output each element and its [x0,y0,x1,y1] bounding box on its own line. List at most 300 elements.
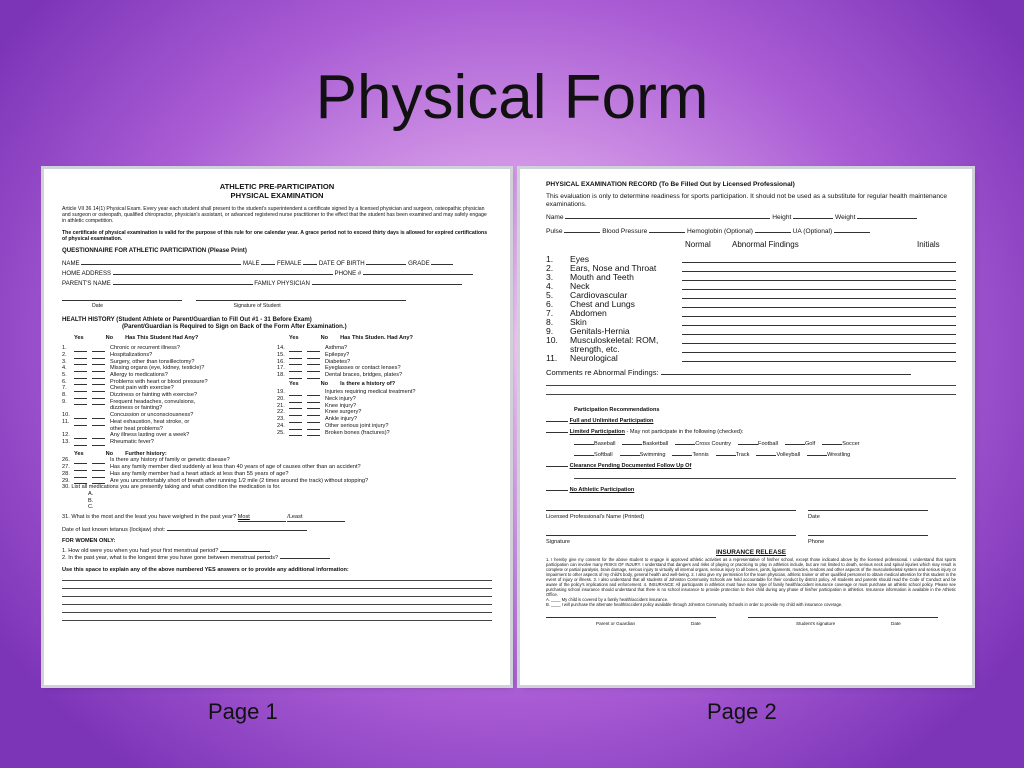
no-answer-blank[interactable] [307,397,320,403]
sport-check-blank[interactable] [716,455,736,456]
question-row [277,389,492,396]
question-text: Chronic or recurrent illness? [110,345,180,352]
exam-number: 10. [546,335,558,345]
question-number: 5. [62,371,67,378]
rec-clearance-row [546,463,956,470]
yes-answer-blank[interactable] [289,430,302,436]
question-row [277,409,492,416]
women-question-2 [62,555,492,562]
sport-check-blank[interactable] [738,444,758,445]
exam-number: 11. [546,353,558,363]
questions-right-column [277,335,492,445]
yes-answer-blank[interactable] [74,472,87,478]
insurance-release-title: INSURANCE RELEASE [716,549,786,557]
question-text: Problems with heart or blood pressure? [110,378,208,385]
left-question-header: Has This Student Had Any? [125,335,199,342]
question-text: Injuries requiring medical treatment? [325,389,416,396]
clearance-label: Clearance Pending Documented Follow Up Of [569,463,692,470]
exam-findings-line[interactable] [682,255,956,263]
sport-option[interactable] [574,452,613,459]
sport-label: Football [758,440,778,447]
exam-number: 2. [546,263,554,273]
grade-label: GRADE [408,259,430,267]
explain-label: Use this space to explain any of the above numbered YES answers or to provide any additional information: [62,566,349,573]
weight-label: Weight [835,214,856,221]
question-text: Knee injury? [325,402,357,409]
sport-label: Track [735,451,750,458]
sport-check-blank[interactable] [574,455,594,456]
exam-row [546,309,956,318]
pulse-label: Pulse [546,228,563,235]
tetanus-label: Date of last known tetanus (lockjaw) shot: [62,526,166,533]
exam-label: Chest and Lungs [570,299,635,309]
question-text: Hospitalizations? [110,351,153,358]
health-history-subtitle: (Parent/Guardian is Required to Sign on Back of the Form After Examination.) [122,323,347,331]
question-number: 26. [62,457,70,464]
question-number: 21. [277,402,285,409]
question-number: 12. [62,432,70,439]
sport-option[interactable] [672,452,708,459]
female-field[interactable] [303,264,317,265]
prof-signature-field[interactable] [546,535,796,536]
no-answer-blank[interactable] [307,373,320,379]
question-number: 10. [62,412,70,419]
parents-row [62,280,492,287]
exam-name-label: Name [546,214,564,221]
insurance-release-text: 1. I hereby give my consent for the above student to engage in approved athletic activities as a representative of his/her school, except those indicated above by the licensed professional. I understand that sports participation can involve many RISKS OF INJURY. I understand that dangers and risks of playing or practicing to play in athletics include, but are not limited to death, serious neck and spinal injuries which may result in complete or partial paralysis, brain damage, serious injury to virtually all internal organs, serious injury to all bones, joints, ligaments, muscles, tendons and other aspects of the musculoskeletal system and serious injury or impairment to other aspects of my child's body, general health and well-being. 2. I also give my permission for the team physician, athletic trainer or other qualified personnel to obtain medical attention for this student in the event of injury or illness. 3. I also understand that all students of Johnston Community Schools are held accountable for their conduct by district policy. All students and parents should read the Code of Conduct and be aware of the policy's implications and enforcement. 4. INSURANCE: All participants in athletics must have some type of family health/accident insurance coverage or must purchase an athletic school policy. Please see purchasing school insurance should understand that there is no school insurance to provide protection to their child during any phase of his/her participation in athletics. Insurance information is available in the Athletic Office. [546,557,956,598]
yes-answer-blank[interactable] [74,393,87,399]
sport-check-blank[interactable] [807,455,827,456]
yes-answer-blank[interactable] [74,413,87,419]
prof-date-label: Date [808,514,820,521]
question-text: Frequent headaches, convulsions, [110,398,196,405]
sport-label: Golf [804,440,816,447]
no-answer-blank[interactable] [307,353,320,359]
question-text: Dizziness or fainting with exercise? [110,392,198,399]
exam-findings-line[interactable] [682,273,956,281]
women-answer-2[interactable] [280,558,330,559]
grade-field[interactable] [431,264,453,265]
student-signature-label: Student's signature [796,621,836,627]
exam-findings-line[interactable] [682,318,956,326]
sport-option[interactable] [716,452,750,459]
comments-line-3[interactable] [546,386,956,395]
yes-header: Yes [74,335,84,342]
yes-answer-blank[interactable] [74,373,87,379]
comments-line-2[interactable] [546,377,956,386]
prof-phone-field[interactable] [808,535,928,536]
no-answer-blank[interactable] [92,346,105,352]
question-number: 3. [62,358,67,365]
sport-check-blank[interactable] [785,444,805,445]
questions-left-column [62,335,277,445]
phone-label: PHONE # [334,270,362,277]
no-participation-label: No Athletic Participation [569,487,635,494]
height-label: Height [772,214,792,221]
student-signature-field-2[interactable] [748,617,938,618]
no-answer-blank[interactable] [92,373,105,379]
clearance-check[interactable] [546,466,568,467]
rec-none-row [546,487,956,494]
sport-option[interactable] [738,441,778,448]
parents-field[interactable] [113,284,253,285]
no-answer-blank[interactable] [92,353,105,359]
sports-row-1 [546,441,956,448]
no-answer-blank[interactable] [92,472,105,478]
exam-label: Cardiovascular [570,290,628,300]
yes-answer-blank[interactable] [74,440,87,446]
women-question-1 [62,548,492,555]
exam-findings-line[interactable] [682,345,956,353]
insurance-option-b: B. ____ I will purchase the alternate health/accident policy available through Johnston Community Schools in order to provide my child with insurance coverage. [546,602,843,608]
question-30: 30. List all medications you are presently taking and what condition the medication is for. [62,484,281,491]
no-answer-blank[interactable] [92,440,105,446]
exam-row [546,273,956,282]
sport-option[interactable] [675,441,731,448]
question-text: Neck injury? [325,396,356,403]
right-column-header [277,335,492,342]
question-number: 23. [277,416,285,423]
question-row [62,432,277,439]
page1-validity: The certificate of physical examination is valid for the purpose of this rule for one calendar year. A grace period not to exceed thirty days is allowed for expired certifications of physical examination. [62,230,488,243]
question-number: 9. [62,398,67,405]
no-header: No [320,380,329,387]
no-answer-blank[interactable] [307,424,320,430]
question-text: Missing organs (eye, kidney, testicle)? [110,365,205,372]
question-text: Are you uncomfortably short of breath after running 1/2 mile (2 times around the track) without stopping? [110,477,369,484]
question-31-text: 31. What is the most and the least you have weighed in the past year? [62,514,237,521]
exam-label: Musculoskeletal: ROM, [570,335,659,345]
limited-participation-text: - May not participate in the following (checked): [626,429,744,436]
yes-answer-blank[interactable] [74,420,87,426]
yes-answer-blank[interactable] [289,397,302,403]
sport-check-blank[interactable] [672,455,692,456]
rec-limited-row [546,429,956,436]
clearance-line[interactable] [574,470,956,479]
phone-field[interactable] [363,274,473,275]
question-number: 28. [62,470,70,477]
prof-name-label: Licensed Professional's Name (Printed) [546,514,645,521]
yes-answer-blank[interactable] [289,346,302,352]
sport-option[interactable] [807,452,850,459]
exam-row [546,354,956,363]
exam-label: strength, etc. [570,344,620,354]
student-signature-field[interactable] [196,300,406,301]
sport-label: Basketball [642,440,669,447]
yes-answer-blank[interactable] [289,417,302,423]
right-column-header-2 [277,381,492,388]
right-question-list-1 [277,345,492,379]
vitals-row [546,228,956,236]
address-field[interactable] [113,274,333,275]
yes-answer-blank[interactable] [289,373,302,379]
recommendations-title: Participation Recommendations [574,407,660,413]
question-text: Asthma? [325,345,348,352]
question-number: 29. [62,477,70,484]
exam-findings-line[interactable] [682,309,956,317]
blood-pressure-field[interactable] [649,232,685,233]
question-text: Other serious joint injury? [325,422,389,429]
page1-intro: Article VII 36 14(1) Physical Exam. Every year each student shall present to the student's superintendent a certificate signed by a licensed physician and surgeon, osteopathic physician and surgeon or osteopath, qualified chiropractor, physician's assistant, or advanced registered nurse practitioner to the effect that the student has been examined and may safely engage in athletic competition. [62,206,487,225]
release-signature-lines [546,613,956,621]
dob-field[interactable] [366,264,406,265]
question-row [277,403,492,410]
signature-caption: Signature of Student [233,303,281,310]
dob-label: DATE OF BIRTH [318,259,365,267]
male-field[interactable] [261,264,275,265]
question-number: 14. [277,345,285,352]
exam-number: 3. [546,272,554,282]
question-row [62,359,277,366]
least-weight-field[interactable]: /Least [287,514,345,522]
question-row [62,365,277,372]
form-page-2 [520,169,972,685]
prof-date-field[interactable] [808,510,928,511]
question-text: Rheumatic fever? [110,438,154,445]
question-text: Broken bones (fractures)? [325,429,390,436]
left-column-header [62,335,277,342]
question-row [277,416,492,423]
women-answer-1[interactable] [220,551,270,552]
exam-label: Neurological [570,353,618,363]
question-row [62,399,277,406]
abnormal-column-header: Abnormal Findings [732,240,799,249]
exam-findings-line[interactable] [682,327,956,335]
exam-findings-line[interactable] [682,336,956,344]
no-answer-blank[interactable] [92,413,105,419]
exam-name-field[interactable] [565,218,770,219]
parents-label: PARENT'S NAME [62,280,111,288]
question-text: Surgery, other than tonsillectomy? [110,358,195,365]
limited-participation-check[interactable] [546,432,568,433]
sport-option[interactable] [756,452,800,459]
signature-label: Signature [546,539,570,546]
question-text: Dental braces, bridges, plates? [325,371,403,378]
sport-option[interactable] [622,441,668,448]
exam-label: Mouth and Teeth [570,272,634,282]
sport-label: Cross Country [695,440,732,447]
history-question-header: Is there a history of? [340,380,396,387]
exam-number: 4. [546,281,554,291]
sport-check-blank[interactable] [822,444,842,445]
question-row [62,419,277,426]
yes-header: Yes [289,335,299,342]
question-number: 19. [277,389,285,396]
question-number: 18. [277,371,285,378]
parent-signature-label: Parent or Guardian [596,621,636,627]
sport-label: Swimming [639,451,666,458]
question-row [277,396,492,403]
exam-label: Genitals-Hernia [570,326,630,336]
health-history-title: HEALTH HISTORY (Student Athlete or Parent/Guardian to Fill Out #1 - 31 Before Exam) [62,315,312,323]
hemoglobin-field[interactable] [755,232,791,233]
ua-label: UA (Optional) [792,228,833,235]
question-row [62,392,277,399]
exam-label: Abdomen [570,308,607,318]
question-number: 11. [62,418,70,425]
sport-check-blank[interactable] [756,455,776,456]
medication-c: C. [88,504,94,511]
full-participation-check[interactable] [546,421,568,422]
question-number: 2. [62,351,67,358]
tetanus-row [62,527,492,534]
page2-content [546,181,956,627]
sport-option[interactable] [822,441,859,448]
explain-lines[interactable] [62,573,492,621]
ua-field[interactable] [834,232,870,233]
question-row [62,372,277,379]
question-text: Heat exhaustion, heat stroke, or [110,418,190,425]
sport-option[interactable] [620,452,666,459]
release-signature-labels [546,621,956,627]
exam-label: Neck [570,281,590,291]
questionnaire-title: QUESTIONNAIRE FOR ATHLETIC PARTICIPATION (Please Print) [62,247,247,255]
height-field[interactable] [793,218,833,219]
exam-number: 7. [546,308,554,318]
women-only-header: FOR WOMEN ONLY: [62,538,116,545]
parent-signature-field[interactable] [546,617,716,618]
exam-findings-line[interactable] [682,354,956,362]
yes-answer-blank[interactable] [74,353,87,359]
exam-record-title: PHYSICAL EXAMINATION RECORD (To Be Filled Out by Licensed Professional) [546,181,795,188]
name-height-weight-row [546,214,956,222]
most-weight-field[interactable]: Most [238,514,286,522]
question-row [62,464,492,471]
no-answer-blank[interactable] [92,465,105,471]
yes-answer-blank[interactable] [74,346,87,352]
page1-content [62,183,492,621]
sport-label: Softball [594,451,613,458]
address-label: HOME ADDRESS [62,270,112,277]
no-answer-blank[interactable] [92,393,105,399]
exam-number: 1. [546,254,554,264]
further-history-header [62,451,492,458]
yes-header: Yes [289,380,299,387]
exam-number: 8. [546,317,554,327]
question-text: other heat problems? [110,425,163,432]
exam-findings-line[interactable] [682,264,956,272]
signature-line-labels [546,539,956,547]
question-row [62,405,277,412]
question-text: Has any family member had a heart attack at less than 55 years of age? [110,470,289,477]
no-answer-blank[interactable] [92,420,105,426]
physician-label: FAMILY PHYSICIAN [254,280,310,288]
sport-check-blank[interactable] [675,444,695,445]
yes-answer-blank[interactable] [289,353,302,359]
health-questions [62,335,492,445]
prof-name-field[interactable] [546,510,796,511]
question-number: 8. [62,392,67,399]
yes-answer-blank[interactable] [289,424,302,430]
yes-answer-blank[interactable] [74,465,87,471]
sport-option[interactable] [574,441,615,448]
hemoglobin-label: Hemoglobin (Optional) [686,228,753,235]
exam-label: Skin [570,317,587,327]
pulse-field[interactable] [564,232,600,233]
student-sign-row [62,296,492,303]
physician-field[interactable] [312,284,462,285]
exam-label: Ears, Nose and Throat [570,263,657,273]
prof-line-labels [546,514,956,522]
sport-option[interactable] [785,441,815,448]
right-question-header: Has This Studen. Had Any? [340,335,413,342]
form-page-1 [44,169,510,685]
no-header: No [105,450,114,457]
insurance-option-a: A. ____ My child is covered by a family health/accident insurance. [546,597,669,603]
caption-page-1: Page 1 [208,699,278,724]
name-row [62,260,492,267]
question-row [277,372,492,379]
question-number: 25. [277,429,285,436]
no-answer-blank[interactable] [307,417,320,423]
question-row [62,439,277,446]
question-text: Has any family member died suddenly at less than 40 years of age of causes other than an accident? [110,464,361,471]
women-question-2-text: 2. In the past year, what is the longest time you have gone between menstrual periods? [62,554,279,561]
question-row [277,423,492,430]
exam-number: 5. [546,290,554,300]
question-row [62,457,492,464]
question-row [62,385,277,392]
caption-page-2: Page 2 [707,699,777,724]
question-number: 13. [62,438,70,445]
student-date-field[interactable] [62,300,182,301]
exam-findings-line[interactable] [682,282,956,290]
exam-row [546,300,956,309]
sport-check-blank[interactable] [620,455,640,456]
full-participation-label: Full and Unlimited Participation [569,418,654,425]
no-answer-blank[interactable] [307,346,320,352]
question-text: Epilepsy? [325,351,350,358]
weight-field[interactable] [857,218,917,219]
question-text: Ankle injury? [325,416,358,423]
comments-field[interactable] [661,374,911,375]
question-number: 24. [277,422,285,429]
exam-number: 6. [546,299,554,309]
question-number: 22. [277,409,285,416]
date-caption: Date [92,303,103,310]
question-number: 6. [62,378,67,385]
question-text: dizziness or fainting? [110,405,163,412]
question-row [277,345,492,352]
name-field[interactable] [81,264,241,265]
exam-findings-line[interactable] [682,300,956,308]
tetanus-field[interactable] [167,530,307,531]
signature-line [546,531,956,539]
question-row [62,412,277,419]
comments-row [546,369,956,377]
question-text: Knee surgery? [325,409,362,416]
question-text: Allergy to medications? [110,371,168,378]
student-sign-labels [62,303,492,310]
no-answer-blank[interactable] [307,430,320,436]
sport-check-blank[interactable] [622,444,642,445]
address-row [62,270,492,277]
sports-row-2 [546,452,956,459]
no-participation-check[interactable] [546,490,568,491]
female-label: FEMALE [277,259,302,267]
exam-label: Eyes [570,254,590,264]
question-text: Diabetes? [325,358,351,365]
exam-number: 9. [546,326,554,336]
exam-column-headers [546,241,956,255]
question-number: 16. [277,358,285,365]
comments-label: Comments re Abnormal Findings: [546,368,659,377]
exam-findings-line[interactable] [682,291,956,299]
question-row [277,365,492,372]
medication-b: B. [88,497,94,504]
question-number: 27. [62,464,70,471]
sport-check-blank[interactable] [574,444,594,445]
